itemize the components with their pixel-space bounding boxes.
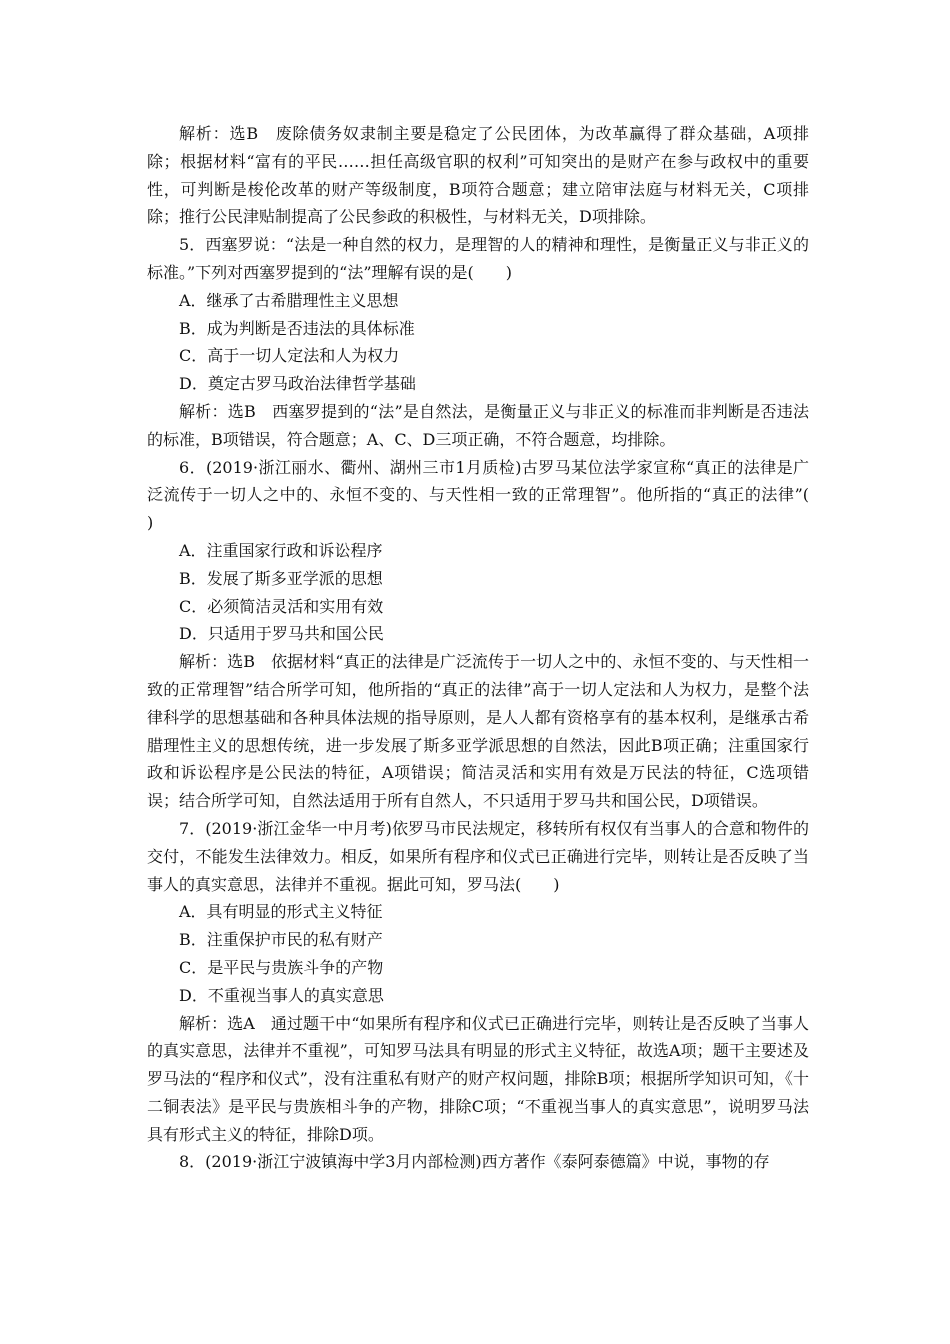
q7-option-b: B．注重保护市民的私有财产 xyxy=(179,930,383,950)
q6-option-c: C．必须简洁灵活和实用有效 xyxy=(179,596,384,616)
q5-option-c: C．高于一切人定法和人为权力 xyxy=(179,346,400,366)
analysis-q6: 解析：选B 依据材料“真正的法律是广泛流传于一切人之中的、永恒不变的、与天性相一致的正常理智”结合所学可知，他所指的“真正的法律”高于一切人定法和人为权力，是整个法律科学的思想基础和各种具体法规的指导原则，是人人都有资格享有的基本权利，是继承古希腊理性主义的思想传统，进一步发展了斯多亚学派思想的自然法，因此B项正确；注重国家行政和诉讼程序是公民法的特征，A项错误；简洁灵活和实用有效是万民法的特征，C选项错误；结合所学可知，自然法适用于所有自然人，不只适用于罗马共和国公民，D项错误。 xyxy=(147,652,809,811)
question-5: 5．西塞罗说：“法是一种自然的权力，是理智的人的精神和理性，是衡量正义与非正义的标准。”下列对西塞罗提到的“法”理解有误的是( ) xyxy=(147,235,809,282)
q5-option-a: A．继承了古希腊理性主义思想 xyxy=(179,290,399,310)
q7-option-c: C．是平民与贵族斗争的产物 xyxy=(179,957,384,977)
q6-option-a: A．注重国家行政和诉讼程序 xyxy=(179,540,383,560)
q7-option-a: A．具有明显的形式主义特征 xyxy=(179,902,383,922)
analysis-q4: 解析：选B 废除债务奴隶制主要是稳定了公民团体，为改革赢得了群众基础，A项排除；根据材料“富有的平民……担任高级官职的权利”可知突出的是财产在参与政权中的重要性，可判断是梭伦改革的财产等级制度，B项符合题意；建立陪审法庭与材料无关，C项排除；推行公民津贴制提高了公民参政的积极性，与材料无关，D项排除。 xyxy=(147,124,809,227)
q6-option-b: B．发展了斯多亚学派的思想 xyxy=(179,568,383,588)
question-6: 6．(2019·浙江丽水、衢州、湖州三市1月质检)古罗马某位法学家宣称“真正的法律是广泛流传于一切人之中的、永恒不变的、与天性相一致的正常理智”。他所指的“真正的法律”( ) xyxy=(147,457,842,533)
question-7: 7．(2019·浙江金华一中月考)依罗马市民法规定，移转所有权仅有当事人的合意和物件的交付，不能发生法律效力。相反，如果所有程序和仪式已正确进行完毕，则转让是否反映了当事人的真实意思，法律并不重视。据此可知，罗马法( ) xyxy=(147,818,809,894)
document-body xyxy=(147,120,842,1176)
q5-option-d: D．奠定古罗马政治法律哲学基础 xyxy=(179,374,416,394)
question-8: 8．(2019·浙江宁波镇海中学3月内部检测)西方著作《泰阿泰德篇》中说，事物的存 xyxy=(179,1152,770,1172)
q5-option-b: B．成为判断是否违法的具体标准 xyxy=(179,318,415,338)
q7-option-d: D．不重视当事人的真实意思 xyxy=(179,985,384,1005)
analysis-q5: 解析：选B 西塞罗提到的“法”是自然法，是衡量正义与非正义的标准而非判断是否违法的标准，B项错误，符合题意；A、C、D三项正确，不符合题意，均排除。 xyxy=(147,401,809,449)
q6-option-d: D．只适用于罗马共和国公民 xyxy=(179,624,384,644)
analysis-q7: 解析：选A 通过题干中“如果所有程序和仪式已正确进行完毕，则转让是否反映了当事人的真实意思，法律并不重视”，可知罗马法具有明显的形式主义特征，故选A项；题干主要述及罗马法的“程序和仪式”，没有注重私有财产的财产权问题，排除B项；根据所学知识可知，《十二铜表法》是平民与贵族相斗争的产物，排除C项；“不重视当事人的真实意思”，说明罗马法具有形式主义的特征，排除D项。 xyxy=(147,1013,809,1144)
